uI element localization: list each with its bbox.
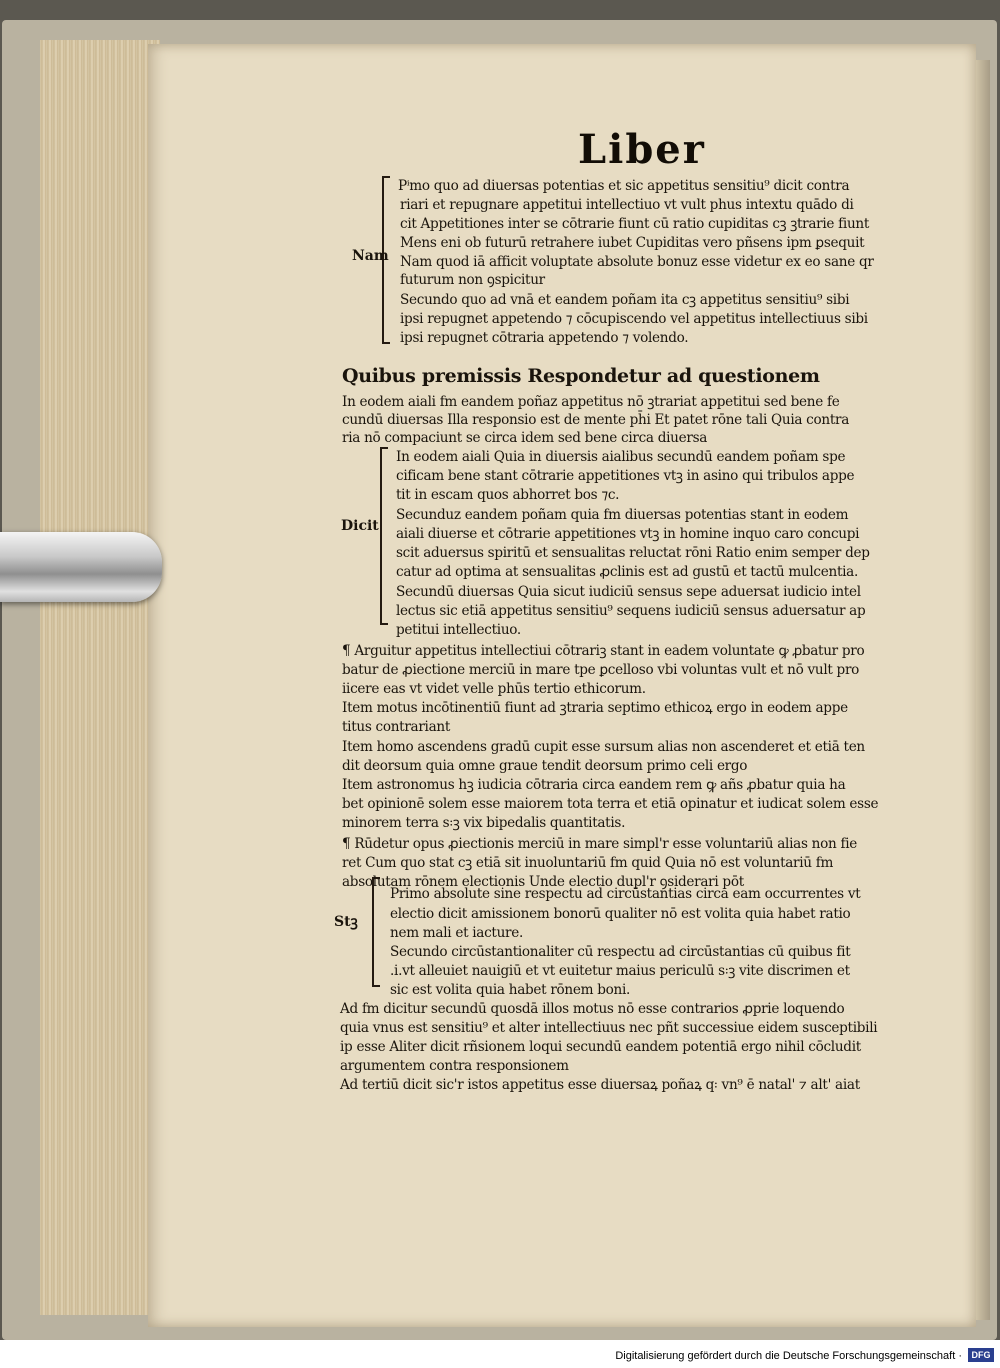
text-line: .i.vt alleuiet nauigiū et vt euitetur maius periculū s꞉ꝫ vite discrimen et — [390, 963, 850, 979]
text-line: futurum non ꝯspicitur — [400, 272, 545, 288]
text-line: Ad tertiū dicit sic'r istos appetitus esse diuersaꝝ poñaꝝ q꞉ vn⁹ ē natal' ⁊ alt' aiat — [340, 1077, 860, 1093]
page-right-edge — [976, 60, 990, 1320]
footer — [0, 1340, 1000, 1368]
text-line: petitui intellectiuo. — [396, 622, 521, 638]
text-line: cit Appetitiones inter se cōtrarie fiunt cū ratio cupiditas cꝫ ꝫtrarie fiunt — [400, 216, 870, 232]
text-line: iicere eas vt videt velle phūs tertio ethicorum. — [342, 681, 646, 697]
text-line: Primo absolute sine respectu ad circūstantias circa eam occurrentes vt — [390, 886, 861, 902]
text-line: quia vnus est sensitiu⁹ et alter intellectiuus nec pñt successiue eidem susceptibili — [340, 1020, 878, 1036]
text-line: tit in escam quos abhorret bos ⁊c. — [396, 487, 620, 503]
text-line: ¶ Rūdetur opus ꝓiectionis merciū in mare simpl'r esse voluntariū alias non fie — [342, 836, 857, 852]
text-line: aiali diuerse et cōtrarie appetitiones vtꝫ in homine inquo caro concupi — [396, 526, 860, 542]
text-line: minorem terra s꞉ꝫ vix bipedalis quantitatis. — [342, 815, 626, 831]
text-line: lectus sic etiā appetitus sensitiu⁹ sequens iudiciū sensus aduersatur ap — [396, 603, 866, 619]
text-line: electio dicit amissionem bonorū qualiter nō est volita quia habet ratio — [390, 906, 851, 922]
text-line: ret Cum quo stat cꝫ etiā sit inuoluntariū fm quid Quia nō est voluntariū fm — [342, 855, 834, 871]
text-line: Pⁱmo quo ad diuersas potentias et sic appetitus sensitiu⁹ dicit contra — [398, 178, 850, 194]
text-line: ipsi repugnet appetendo ⁊ cōcupiscendo vel appetitus intellectiuus sibi — [400, 311, 868, 327]
text-line: Secundū diuersas Quia sicut iudiciū sensus sepe aduersat iudicio intel — [396, 584, 861, 600]
side-note-dicit: Dicit — [341, 518, 379, 534]
text-line: riari et repugnare appetitui intellectiuo vt vult phus intextu quādo di — [400, 197, 854, 213]
text-line: cificam bene stant cōtrarie appetitiones vtꝫ in asino qui tribulos appe — [396, 468, 855, 484]
bracket-3 — [372, 877, 374, 987]
side-note-stz: Stꝫ — [334, 914, 358, 930]
text-line: Item astronomus hꝫ iudicia cōtraria circa eandem rem ꝙ añs ꝓbatur quia ha — [342, 777, 846, 793]
text-line: scit aduersus spiritū et sensualitas reluctat rōni Ratio enim semper dep — [396, 545, 870, 561]
footer-text: Digitalisierung gefördert durch die Deutsche Forschungsgemeinschaft · — [615, 1350, 962, 1362]
text-line: ¶ Arguitur appetitus intellectiui cōtrariꝫ stant in eadem voluntate ꝙ ꝓbatur pro — [342, 643, 865, 659]
text-line: catur ad optima at sensualitas ꝓclinis est ad gustū et tactū mulcentia. — [396, 564, 858, 580]
text-line: titus contrariant — [342, 719, 451, 735]
text-line: Secunduz eandem poñam quia fm diuersas potentias stant in eodem — [396, 507, 849, 523]
text-line: cundū diuersas Illa responsio est de mente ph̄i Et patet rōne tali Quia contra — [342, 412, 850, 428]
text-line: Item motus incōtinentiū fiunt ad ꝫtraria septimo ethicoꝝ ergo in eodem appe — [342, 700, 848, 716]
text-line: Ad fm dicitur secundū quosdā illos motus nō esse contrarios ꝓprie loquendo — [340, 1001, 845, 1017]
text-line: Secundo circūstantionaliter cū respectu ad circūstantias cū quibus fit — [390, 944, 851, 960]
text-line: dit deorsum quia omne graue tendit deorsum primo celi ergo — [342, 758, 748, 774]
text-line: Item homo ascendens gradū cupit esse sursum alias non ascenderet et etiā ten — [342, 739, 865, 755]
page-clamp — [0, 532, 162, 602]
text-line: ipsi repugnet cōtraria appetendo ⁊ volendo. — [400, 330, 689, 346]
text-line: absolutam rōnem electionis Unde electio dupl'r ꝯsiderari pōt — [342, 874, 744, 890]
text-line: sic est volita quia habet rōnem boni. — [390, 982, 631, 998]
text-line: nem mali et iacture. — [390, 925, 523, 941]
text-line: ria nō compaciunt se circa idem sed bene circa diuersa — [342, 430, 708, 446]
text-line: Nam quod iā afficit voluptate absolute bonuz esse videtur ex eo sane qr — [400, 254, 874, 270]
text-line: batur de ꝓiectione merciū in mare tpe ꝑcelloso vbi voluntas vult et nō vult pro — [342, 662, 860, 678]
side-note-nam: Nam — [352, 248, 389, 264]
text-line: argumentem contra responsionem — [340, 1058, 569, 1074]
dfg-logo: DFG — [968, 1348, 994, 1362]
text-line: In eodem aiali Quia in diuersis aialibus secundū eandem poñam spe — [396, 449, 846, 465]
section-heading: Quibus premissis Respondetur ad questionem — [342, 365, 820, 387]
text-line: bet opinionē solem esse maiorem tota terra et etiā opinatur et iudicat solem esse — [342, 796, 879, 812]
bracket-2 — [380, 447, 382, 625]
text-line: Mens eni ob futurū retrahere iubet Cupiditas vero pñsens ipm ꝑsequit — [400, 235, 865, 251]
page-title: Liber — [578, 126, 706, 173]
text-line: Secundo quo ad vnā et eandem poñam ita cꝫ appetitus sensitiu⁹ sibi — [400, 292, 850, 308]
text-line: ip esse Aliter dicit rñsionem loqui secundū eandem potentiā ergo nihil cōcludit — [340, 1039, 861, 1055]
text-line: In eodem aiali fm eandem poñaz appetitus nō ꝫtrariat appetitui sed bene fe — [342, 394, 840, 410]
page-edges — [40, 40, 160, 1315]
